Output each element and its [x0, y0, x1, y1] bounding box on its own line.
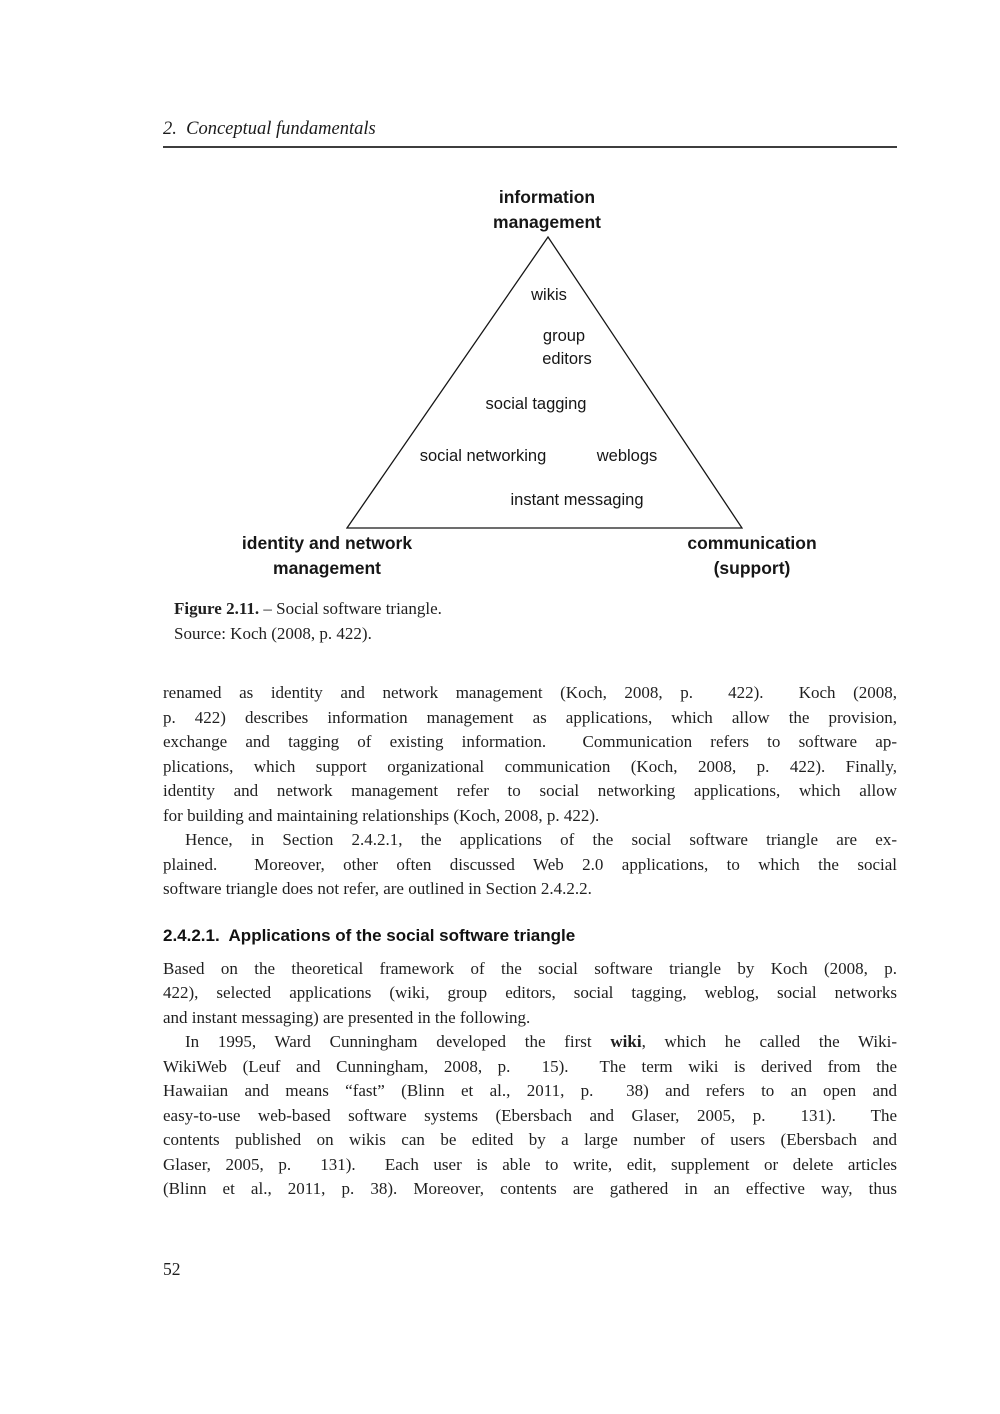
body-line: renamed as identity and network management (Koch, 2008, p. 422). Koch (2008,: [163, 683, 897, 702]
body-line: Based on the theoretical framework of the social software triangle by Koch (2008, p.: [163, 958, 897, 978]
triangle-bottom-right-label: [687, 531, 816, 581]
triangle-bottom-right-line2: (support): [713, 558, 791, 578]
triangle-item-social-tagging: social tagging: [485, 395, 587, 413]
triangle-bottom-left-label: [242, 531, 412, 581]
triangle-top-label: [493, 185, 601, 235]
triangle-item-instant-messaging: instant messaging: [510, 491, 644, 509]
triangle-top-label-line2: management: [493, 212, 601, 232]
figure-caption-source: Source: Koch (2008, p. 422).: [174, 624, 372, 643]
body-line: plained. Moreover, other often discussed Web 2.0 applications, to which the social: [163, 854, 897, 874]
triangle-bottom-left-line1: identity and network: [241, 533, 413, 553]
body-line: WikiWeb (Leuf and Cunningham, 2008, p. 15). The term wiki is derived from the: [163, 1056, 897, 1076]
body-line: Hawaiian and means “fast” (Blinn et al., 2011, p. 38) and refers to an open and: [163, 1081, 897, 1100]
body-line: Hence, in Section 2.4.2.1, the applications of the social software triangle are ex-: [185, 830, 897, 849]
triangle-item-editors: editors: [542, 350, 592, 368]
figure-caption-label: Figure 2.11.: [174, 599, 260, 618]
triangle-outline: [346, 236, 743, 530]
page-number: 52: [163, 1259, 181, 1279]
triangle-item-wikis: wikis: [531, 286, 567, 304]
body-text: [163, 681, 897, 1202]
body-line: identity and network management refer to social networking applications, which allow: [163, 781, 897, 800]
figure-caption-line: [174, 596, 894, 621]
triangle-item-social-networking: social networking: [419, 447, 547, 465]
body-line: 422), selected applications (wiki, group editors, social tagging, weblog, social networks: [163, 983, 897, 1002]
body-line: (Blinn et al., 2011, p. 38). Moreover, contents are gathered in an effective way, thus: [163, 1179, 897, 1198]
body-line: In 1995, Ward Cunningham developed the first wiki, which he called the Wiki-: [185, 1032, 898, 1051]
body-line: contents published on wikis can be edited by a large number of users (Ebersbach and: [163, 1130, 897, 1149]
body-line: software triangle does not refer, are outlined in Section 2.4.2.2.: [163, 879, 592, 898]
section-heading: 2.4.2.1. Applications of the social software triangle: [163, 925, 576, 945]
body-line: and instant messaging) are presented in the following.: [163, 1007, 531, 1027]
triangle-bottom-right-line1: communication: [687, 533, 817, 553]
body-line: plications, which support organizational communication (Koch, 2008, p. 422). Finally,: [163, 756, 897, 776]
triangle-item-group: group: [542, 327, 586, 345]
triangle-bottom-left-line2: management: [273, 558, 381, 578]
figure-caption: [174, 596, 894, 646]
triangle-top-label-line1: information: [498, 187, 596, 207]
body-line: Glaser, 2005, p. 131). Each user is able to write, edit, supplement or delete articles: [163, 1154, 897, 1174]
figure-caption-text: – Social software triangle.: [259, 599, 442, 618]
body-line: exchange and tagging of existing information. Communication refers to software ap-: [163, 732, 897, 751]
figure-diagram: [0, 0, 1000, 650]
running-header: 2. Conceptual fundamentals: [163, 119, 376, 139]
body-line: p. 422) describes information management as applications, which allow the provision,: [163, 707, 897, 727]
triangle-item-weblogs: weblogs: [596, 447, 658, 465]
body-line: for building and maintaining relationships (Koch, 2008, p. 422).: [163, 805, 600, 825]
body-line: easy-to-use web-based software systems (Ebersbach and Glaser, 2005, p. 131). The: [163, 1105, 897, 1125]
